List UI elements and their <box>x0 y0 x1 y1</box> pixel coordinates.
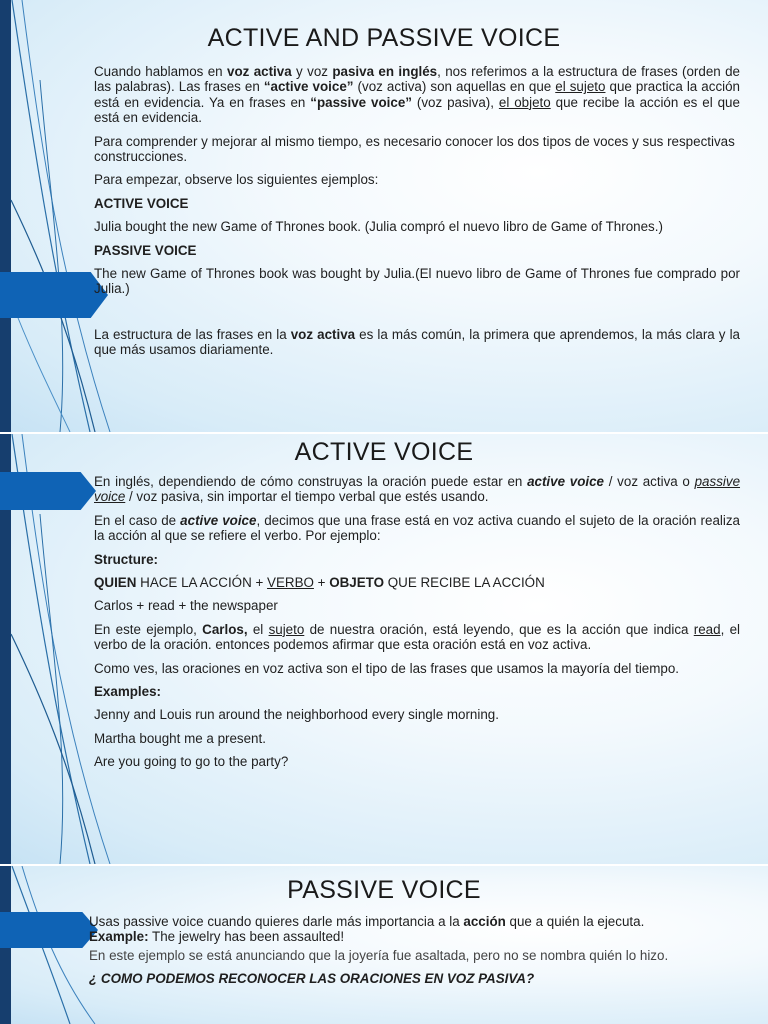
question-heading: ¿ COMO PODEMOS RECONOCER LAS ORACIONES EN VOZ PASIVA? <box>89 971 535 987</box>
examples-label: Examples: <box>94 684 161 700</box>
slide-title: PASSIVE VOICE <box>287 876 481 904</box>
slide-title: ACTIVE AND PASSIVE VOICE <box>207 24 561 52</box>
explanation-paragraph: En este ejemplo se está anunciando que la joyería fue asaltada, pero no se nombra quién lo hizo. <box>89 947 669 963</box>
accent-arrow <box>0 272 108 318</box>
comprehension-paragraph: Para comprender y mejorar al mismo tiempo, es necesario conocer los dos tipos de voces y sus respectivas construcciones. <box>94 133 735 165</box>
slide-body <box>89 914 740 995</box>
examples-intro: Para empezar, observe los siguientes ejemplos: <box>94 172 379 188</box>
intro-paragraph: Usas passive voice cuando quieres darle más importancia a la acción que a quién la ejecuta. Example: The jewelry has been assaulted! <box>89 914 645 945</box>
passive-voice-example: The new Game of Thrones book was bought by Julia.(El nuevo libro de Game of Thrones fue comprado por Julia.) <box>94 266 740 297</box>
slide-active-and-passive-voice <box>0 0 768 432</box>
accent-arrow <box>0 472 96 510</box>
definition-paragraph: En el caso de active voice, decimos que una frase está en voz activa cuando el sujeto de la oración realiza la acción al que se refiere el verbo. Por ejemplo: <box>94 512 740 544</box>
active-voice-heading: ACTIVE VOICE <box>94 195 189 211</box>
slide-body <box>94 64 740 366</box>
slide-body <box>94 474 740 778</box>
accent-arrow <box>0 912 98 948</box>
intro-paragraph: En inglés, dependiendo de cómo construyas la oración puede estar en active voice / voz activa o passive voice / voz pasiva, sin importar el tiempo verbal que estés usando. <box>94 474 741 505</box>
slide-active-voice <box>0 434 768 864</box>
slide-title: ACTIVE VOICE <box>294 438 474 466</box>
structure-formula: QUIEN HACE LA ACCIÓN + VERBO + OBJETO QUE RECIBE LA ACCIÓN <box>94 575 545 591</box>
intro-paragraph: Cuando hablamos en voz activa y voz pasiva en inglés, nos referimos a la estructura de frases (orden de las palabras). Las frases en “active voice” (voz activa) son aquellas en que el sujeto que practica la acción está en evidencia. Ya en frases en “passive voice” (voz pasiva), el objeto que recibe la acción es el que está en evidencia. <box>94 64 741 126</box>
explanation-paragraph: En este ejemplo, Carlos, el sujeto de nuestra oración, está leyendo, que es la acción que indica read, el verbo de la oración. entonces podemos afirmar que esta oración está en voz activa. <box>94 621 740 653</box>
structure-label: Structure: <box>94 551 158 567</box>
structure-paragraph: La estructura de las frases en la voz activa es la más común, la primera que aprendemos, la más clara y la que más usamos diariamente. <box>94 326 740 358</box>
usage-paragraph: Como ves, las oraciones en voz activa son el tipo de las frases que usamos la mayoría del tiempo. <box>94 660 680 676</box>
active-voice-example: Julia bought the new Game of Thrones book. (Julia compró el nuevo libro de Game of Thrones.) <box>94 219 663 235</box>
example-item: Are you going to go to the party? <box>94 754 289 770</box>
formula-example: Carlos + read + the newspaper <box>94 598 278 614</box>
example-item: Martha bought me a present. <box>94 730 266 746</box>
slide-passive-voice <box>0 866 768 1024</box>
example-item: Jenny and Louis run around the neighborhood every single morning. <box>94 707 499 723</box>
passive-voice-heading: PASSIVE VOICE <box>94 242 197 258</box>
